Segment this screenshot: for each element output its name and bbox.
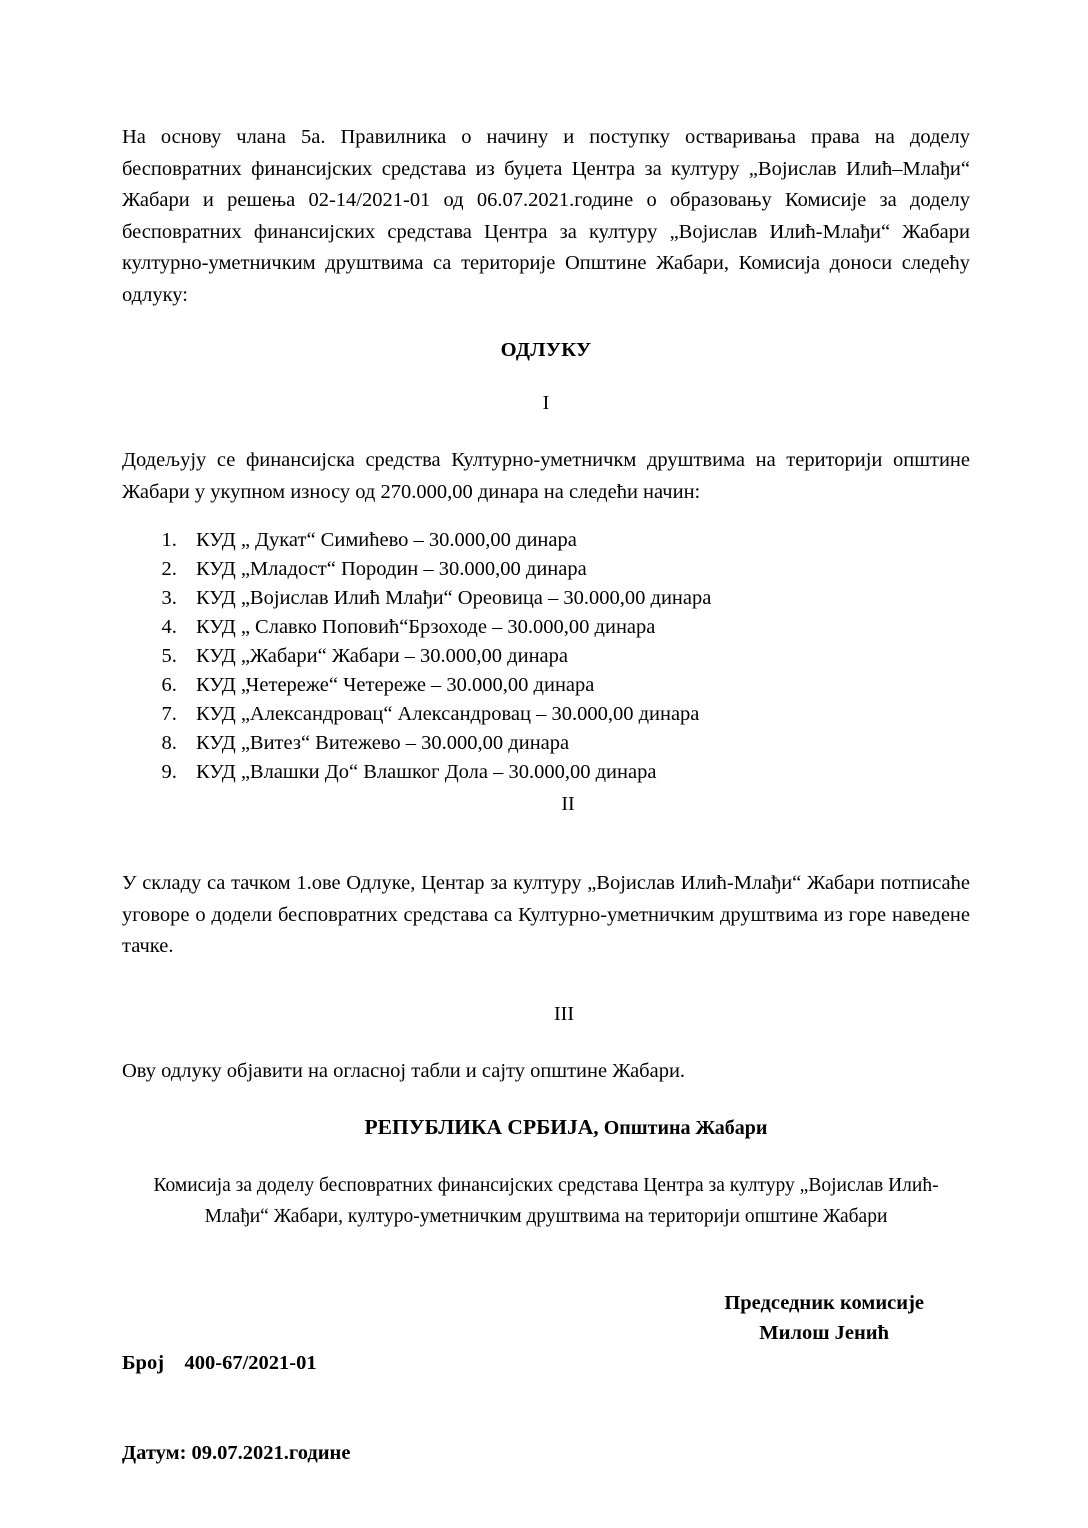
list-item: 9. КУД „Влашки До“ Влашког Дола – 30.000,00 динара [182, 758, 970, 787]
section-two-paragraph: У складу са тачком 1.ове Одлуке, Центар за културу „Војислав Илић-Млађи“ Жабари потписаће уговоре о додели бесповратних средстава са Културно-уметничким друштвима из горе наведене тачке. [122, 872, 970, 957]
municipality-name: Општина Жабари [598, 1117, 768, 1139]
signatory-title: Председник комисије [724, 1292, 924, 1314]
footer-reference-block [122, 1288, 350, 1528]
document-number: Број 400-67/2021-01 [122, 1352, 317, 1374]
section-numeral-one: I [542, 392, 550, 414]
recipients-list [122, 526, 970, 787]
republic-name: РЕПУБЛИКА СРБИЈА, [364, 1115, 599, 1139]
list-item: 3. КУД „Војислав Илић Млађи“ Ореовица – 30.000,00 динара [182, 584, 970, 613]
list-item: 8. КУД „Витез“ Витежево – 30.000,00 динара [182, 729, 970, 758]
list-item: 5. КУД „Жабари“ Жабари – 30.000,00 динара [182, 642, 970, 671]
document-date: Датум: 09.07.2021.године [122, 1442, 351, 1464]
intro-paragraph: На основу члана 5а. Правилника о начину и поступку остваривања права на доделу бесповратних финансијских средстава из буџета Центра за културу „Војислав Илић–Млађи“ Жабари и решења 02-14/2021-01 од 06.07.2021.године о образовању Комисије за доделу бесповратних финансијских средстава Центра за културу „Војислав Илић-Млађи“ Жабари културно-уметничким друштвима са територије Општине Жабари, Комисија доноси следећу одлуку: [122, 126, 970, 306]
section-three-paragraph: Ову одлуку објавити на огласној табли и сајту општине Жабари. [122, 1059, 686, 1082]
decision-heading: ОДЛУКУ [500, 339, 592, 361]
commission-paragraph: Комисија за доделу бесповратних финансијских средстава Центра за културу „Војислав Илић-Млађи“ Жабари, културо-уметничким друштвима на територији општине Жабари [153, 1175, 939, 1227]
signatory-name: Милош Јенић [759, 1322, 890, 1344]
list-item: 4. КУД „ Славко Поповић“Брзоходе – 30.000,00 динара [182, 613, 970, 642]
document-footer [122, 1288, 970, 1528]
allocation-paragraph: Додељују се финансијска средства Културно-уметничкм друштвима на територији општине Жабари у укупном износу од 270.000,00 динара на следећи начин: [122, 449, 970, 503]
list-item: 7. КУД „Александровац“ Александровац – 30.000,00 динара [182, 700, 970, 729]
section-numeral-three: III [554, 1002, 574, 1025]
document-body [122, 122, 970, 1528]
footer-signature-block [724, 1288, 970, 1348]
section-numeral-two: II [561, 793, 575, 815]
republic-heading [122, 1115, 970, 1140]
list-item: 6. КУД „Четереже“ Четереже – 30.000,00 динара [182, 671, 970, 700]
list-item: 2. КУД „Младост“ Породин – 30.000,00 динара [182, 555, 970, 584]
list-item: 1. КУД „ Дукат“ Симићево – 30.000,00 динара [182, 526, 970, 555]
